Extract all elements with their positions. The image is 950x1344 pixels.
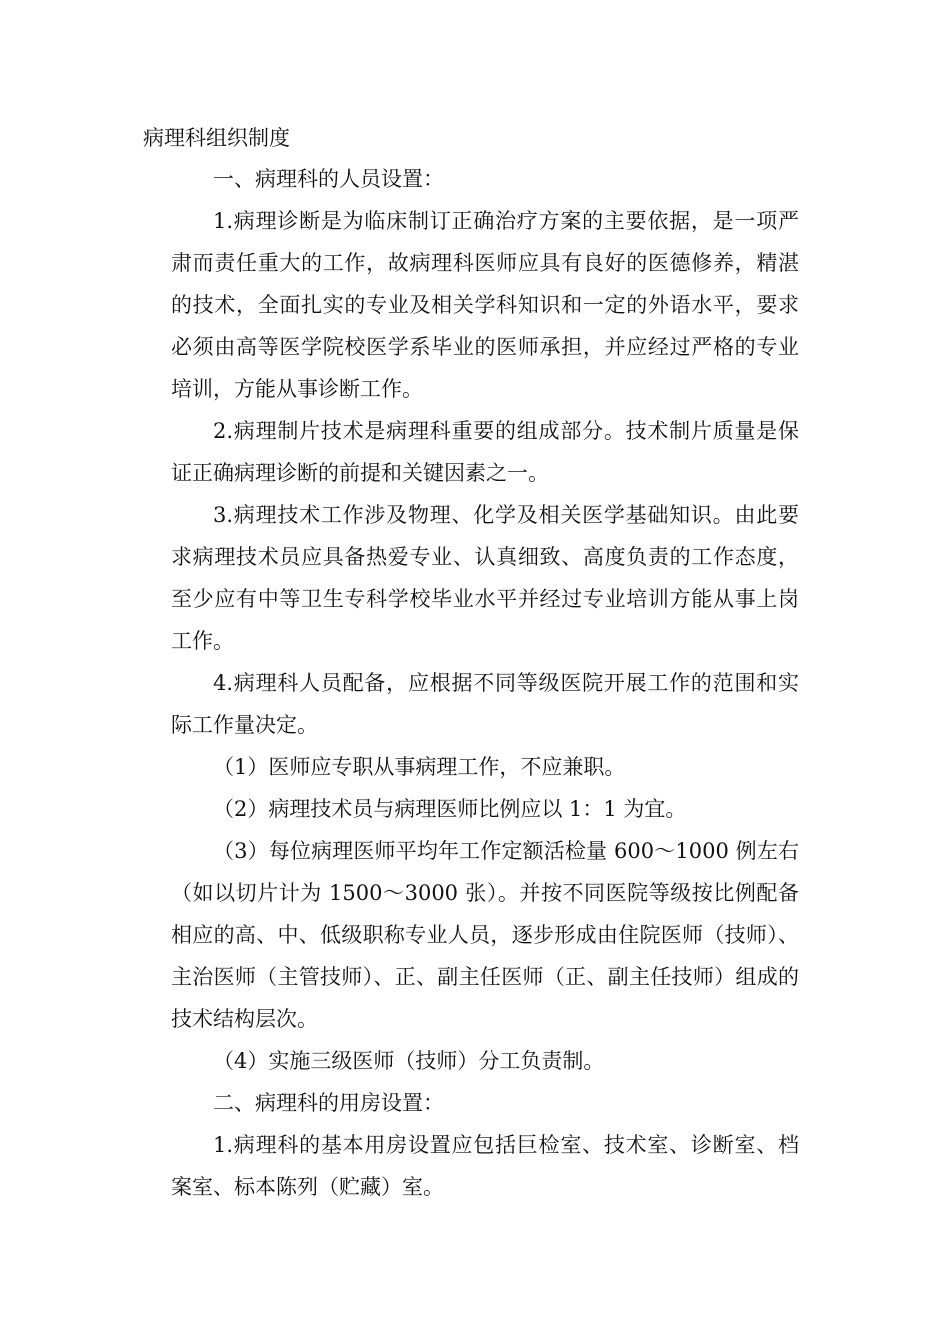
document-body [171,158,799,1208]
paragraph-4: 4.病理科人员配备，应根据不同等级医院开展工作的范围和实际工作量决定。 [171,671,799,737]
paragraph-rooms-1: 1.病理科的基本用房设置应包括巨检室、技术室、诊断室、档案室、标本陈列（贮藏）室。 [171,1133,799,1199]
section-heading-staffing: 一、病理科的人员设置： [213,167,444,191]
document-title: 病理科组织制度 [143,126,290,150]
paragraph-1: 1.病理诊断是为临床制订正确治疗方案的主要依据，是一项严肃而责任重大的工作，故病理科医师应具有良好的医德修养，精湛的技术，全面扎实的专业及相关学科知识和一定的外语水平，要求必须由高等医学院校医学系毕业的医师承担，并应经过严格的专业培训，方能从事诊断工作。 [171,209,799,401]
sub-item-3: （3）每位病理医师平均年工作定额活检量 600～1000 例左右（如以切片计为 1500～3000 张）。并按不同医院等级按比例配备相应的高、中、低级职称专业人员，逐步形成由住院医师（技师）、主治医师（主管技师）、正、副主任医师（正、副主任技师）组成的技术结构层次。 [171,839,799,1031]
paragraph-2: 2.病理制片技术是病理科重要的组成部分。技术制片质量是保证正确病理诊断的前提和关键因素之一。 [171,419,799,485]
sub-item-4: （4）实施三级医师（技师）分工负责制。 [213,1049,605,1073]
sub-item-1: （1）医师应专职从事病理工作，不应兼职。 [213,755,626,779]
paragraph-3: 3.病理技术工作涉及物理、化学及相关医学基础知识。由此要求病理技术员应具备热爱专业、认真细致、高度负责的工作态度，至少应有中等卫生专科学校毕业水平并经过专业培训方能从事上岗工作。 [171,503,799,653]
sub-item-2: （2）病理技术员与病理医师比例应以 1：1 为宜。 [213,797,687,821]
section-heading-rooms: 二、病理科的用房设置： [213,1091,444,1115]
